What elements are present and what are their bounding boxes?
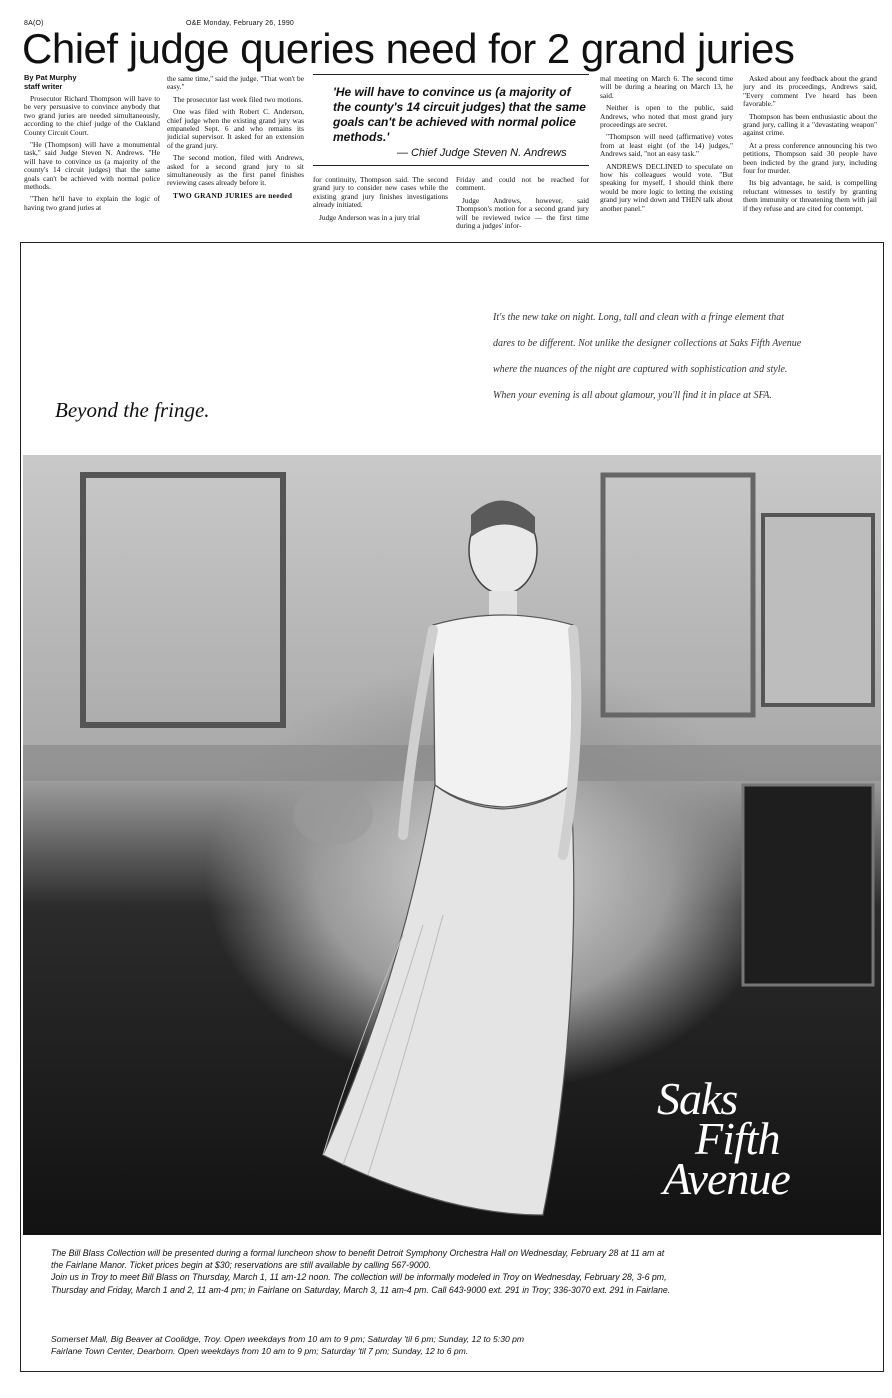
mirror-frame — [83, 475, 283, 725]
paragraph: Thompson has been enthusiastic about the grand jury, calling it a "devastating weapon" against crime. — [743, 111, 877, 138]
paragraph: One was filed with Robert C. Anderson, chief judge when the existing grand jury was empaneled Sept. 6 and who remains its judicial supervisor. It asked for an extension of the grand jury. — [167, 107, 304, 150]
pull-quote-text: 'He will have to convince us (a majority of the county's 14 circuit judges) that the same goals can't be achieved with normal police methods.' — [333, 85, 586, 144]
article-column-4 — [456, 176, 589, 236]
paragraph: Neither is open to the public, said Andrews, who noted that most grand jury proceedings are secret. — [600, 103, 733, 130]
paragraph: TWO GRAND JURIES are needed — [173, 190, 293, 200]
gown-bodice — [433, 615, 573, 807]
paragraph: Its big advantage, he said, is compelling reluctant witnesses to testify by granting them immunity or threatening them with jail if they refuse and are cited for contempt. — [743, 178, 877, 213]
paragraph: "Thompson will need (affirmative) votes from at least eight (of the 14) judges," Andrews said, "not an easy task." — [600, 132, 733, 159]
paragraph: At a press conference announcing his two petitions, Thompson said 30 people have been indicted by the grand jury, including four for murder. — [743, 140, 877, 176]
wall-mirror — [763, 515, 873, 705]
article-headline: Chief judge queries need for 2 grand juries — [22, 25, 795, 72]
paragraph: ANDREWS DECLINED to speculate on how his colleagues would vote. "But speaking for myself, I should think there would be more logic to letting the existing grand jury wind down and THEN talk about another panel." — [600, 161, 733, 213]
paragraph: "He (Thompson) will have a monumental task," said Judge Steven N. Andrews. "He will have to convince us (a majority of the county's 14 circuit judges) that the same goals can't be achieved with normal police methods. — [24, 140, 160, 192]
paragraph: Friday and could not be reached for comment. — [456, 176, 589, 193]
ad-event-details — [51, 1247, 671, 1296]
saks-advertisement — [20, 242, 884, 1372]
paragraph: Asked about any feedback about the grand jury and its proceedings, Andrews said, "Every comment I've heard has been favorable." — [743, 75, 877, 109]
byline-role: staff writer — [24, 82, 63, 91]
ad-intro-copy: It's the new take on night. Long, tall and clean with a fringe element that dares to be different. Not unlike the designer collections at Saks Fifth Avenue where the nuances of the night are captured with sophistication and style. When your evening is all about glamour, you'll find it in place at SFA. — [493, 312, 802, 401]
article-column-5 — [600, 75, 733, 236]
byline-name: By Pat Murphy — [24, 73, 77, 82]
door-frame — [603, 475, 753, 715]
pull-quote-attribution: — Chief Judge Steven N. Andrews — [397, 147, 567, 159]
paragraph: Prosecutor Richard Thompson will have to be very persuasive to convince anybody that two grand juries are needed simultaneously, according to the chief judge of the Oakland County Circuit Court. — [24, 95, 160, 137]
paragraph: Judge Anderson was in a jury trial — [319, 212, 420, 222]
paragraph: The prosecutor last week filed two motions. — [173, 94, 303, 104]
section-date: O&E Monday, February 26, 1990 — [186, 20, 295, 27]
logo-word: Avenue — [663, 1153, 790, 1204]
figure-left-arm — [403, 630, 433, 835]
logo-word: Fifth — [695, 1113, 780, 1164]
chair — [293, 785, 373, 845]
paragraph: Judge Andrews, however, said Thompson's motion for a second grand jury will be reviewed twice — the first time during a judges' infor- — [456, 195, 589, 231]
event-paragraph: Join us in Troy to meet Bill Blass on Thursday, March 1, 11 am-12 noon. The collection will be informally modeled in Troy on Wednesday, February 28, 3-6 pm, Thursday and Friday, March 1 and 2, 11 am-4 pm; in Fairlane on Saturday, March 3, 11 am-4 pm. Call 643-9000 ext. 291 in Troy; 336-3070 ext. 291 in Fairlane. — [51, 1272, 671, 1295]
store-line: Somerset Mall, Big Beaver at Coolidge, Troy. Open weekdays from 10 am to 9 pm; Saturday 'til 6 pm; Sunday, 12 to 5:30 pm — [51, 1334, 525, 1344]
gown-skirt — [323, 785, 574, 1215]
article-column-3 — [313, 176, 448, 236]
store-line: Fairlane Town Center, Dearborn. Open weekdays from 10 am to 9 pm; Saturday 'til 7 pm; Sunday, 12 to 6 pm. — [51, 1346, 469, 1356]
article-column-6 — [743, 75, 877, 236]
byline — [24, 73, 77, 91]
logo-word: Saks — [657, 1073, 738, 1124]
paragraph: the same time," said the judge. "That won't be easy." — [167, 75, 304, 92]
ad-photo-woman-in-gown — [23, 455, 881, 1235]
article-column-1 — [24, 95, 160, 235]
paragraph: for continuity, Thompson said. The second grand jury to consider new cases while the existing grand jury finishes investigations already initiated. — [313, 176, 448, 210]
figure-neck — [489, 591, 517, 617]
ad-store-hours — [51, 1333, 691, 1357]
paragraph: mal meeting on March 6. The second time will be during a hearing on March 13, he said. — [600, 75, 733, 100]
fireplace — [743, 785, 873, 985]
saks-fifth-avenue-logo — [657, 1073, 847, 1204]
ad-tagline: Beyond the fringe. — [55, 398, 210, 422]
pull-quote — [313, 74, 589, 166]
paragraph: The second motion, filed with Andrews, asked for a second grand jury to sit simultaneously as the first panel finishes reviewing cases already before it. — [167, 153, 304, 188]
event-paragraph: The Bill Blass Collection will be presented during a formal luncheon show to benefit Detroit Symphony Orchestra Hall on Wednesday, February 28 at 11 am at the Fairlane Manor. Ticket prices begin at $30; reservations are still available by calling 567-9000. — [51, 1248, 665, 1271]
page-number: 8A(O) — [24, 20, 44, 27]
article-column-2 — [167, 75, 304, 235]
paragraph: "Then he'll have to explain the logic of having two grand juries at — [24, 194, 160, 212]
